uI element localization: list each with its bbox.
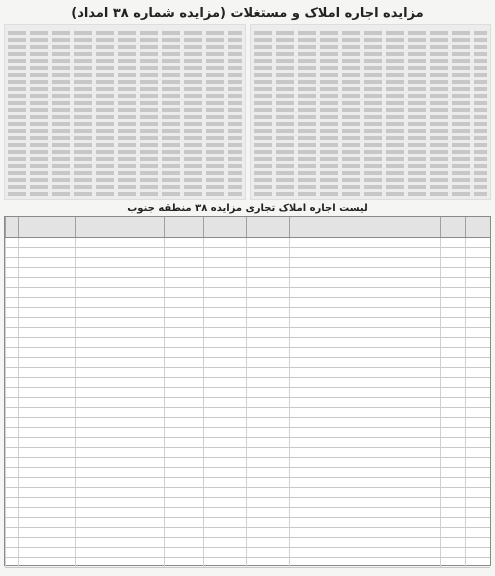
header-cell-6	[164, 217, 203, 237]
table-row	[5, 248, 490, 258]
table-title: لیست اجاره املاک تجاری مزایده ۳۸ منطقه جنوب	[127, 203, 368, 214]
table-row	[5, 518, 490, 528]
table-row	[5, 318, 490, 328]
header-cell-7	[75, 217, 164, 237]
table-row	[5, 528, 490, 538]
table-row	[5, 428, 490, 438]
table-row	[5, 448, 490, 458]
table-row	[5, 258, 490, 268]
table-row	[5, 308, 490, 318]
intro-column-left	[4, 24, 246, 200]
table-row	[5, 378, 490, 388]
header-cell-1	[465, 217, 490, 237]
rental-table	[4, 216, 491, 566]
table-row	[5, 398, 490, 408]
header-cell-2	[440, 217, 465, 237]
table-row	[5, 348, 490, 358]
table-row	[5, 358, 490, 368]
intro-column-right	[250, 24, 492, 200]
table-row	[5, 338, 490, 348]
table-body	[5, 238, 490, 565]
document-title: مزایده اجاره املاک و مستغلات (مزایده شماره ۳۸ امداد)	[71, 6, 424, 21]
table-row	[5, 548, 490, 558]
table-row	[5, 388, 490, 398]
table-row	[5, 238, 490, 248]
table-row	[5, 488, 490, 498]
table-row	[5, 468, 490, 478]
header-cell-4	[246, 217, 289, 237]
header-cell-5	[203, 217, 246, 237]
table-row	[5, 458, 490, 468]
header-cell-8	[18, 217, 75, 237]
table-row	[5, 278, 490, 288]
table-row	[5, 288, 490, 298]
header-cell-9	[5, 217, 18, 237]
table-row	[5, 418, 490, 428]
table-row	[5, 538, 490, 548]
table-row	[5, 498, 490, 508]
table-row	[5, 408, 490, 418]
table-row	[5, 298, 490, 308]
table-row	[5, 268, 490, 278]
intro-text-block	[4, 24, 491, 200]
table-row	[5, 438, 490, 448]
table-header	[5, 217, 490, 238]
table-row	[5, 508, 490, 518]
header-cell-3	[289, 217, 440, 237]
table-row	[5, 478, 490, 488]
table-row	[5, 558, 490, 568]
table-row	[5, 328, 490, 338]
table-row	[5, 368, 490, 378]
